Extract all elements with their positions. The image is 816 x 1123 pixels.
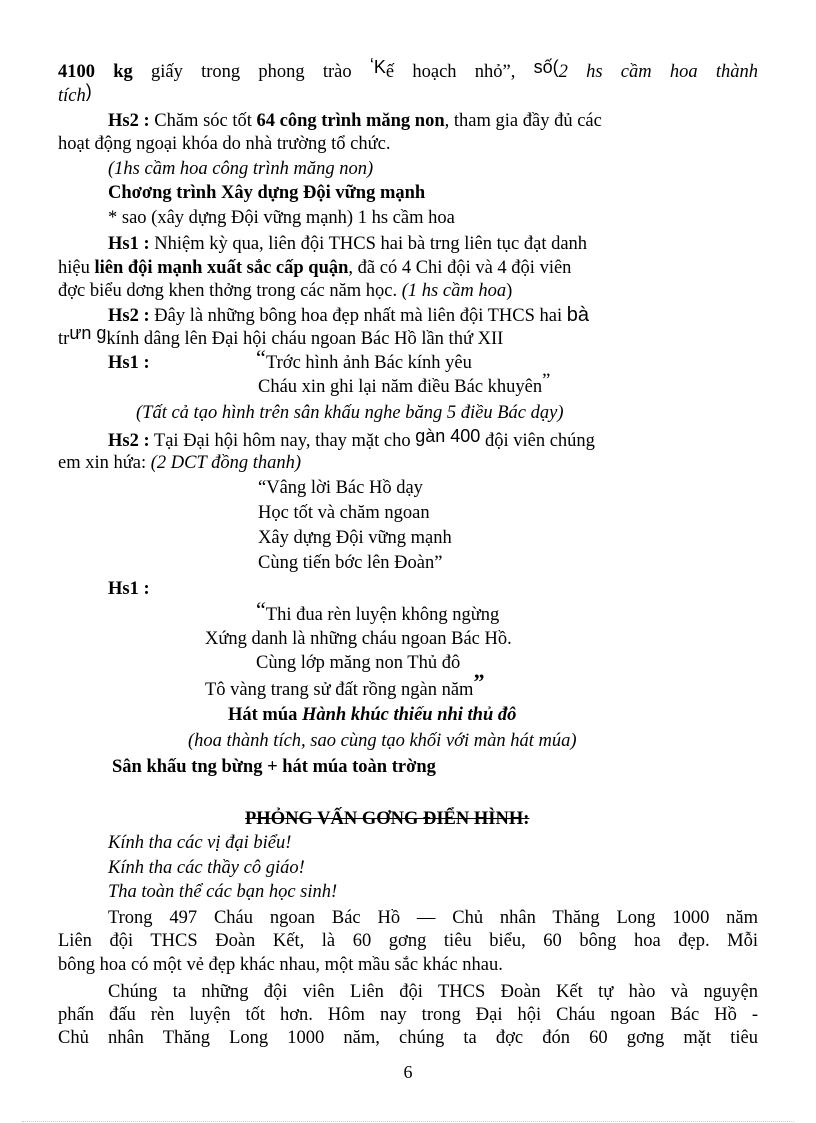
poem-line-1: “Thi đua rèn luyện không ngừng [256,597,500,625]
line-1: 4100 kg giấy trong phong trào ‘Kế hoạch nhỏ”, số(2 hs cầm hoa thành [58,55,758,82]
line-2: tích) [58,81,92,106]
line-4: hoạt động ngoại khóa do nhà trường tổ chức. [58,134,391,154]
line-3: Hs2 : Chăm sóc tốt 64 công trình măng non, tham gia đầy đủ các [108,111,602,131]
para-2-line-3: Chủ nhân Thăng Long 1000 năm, chúng ta đợc đón 60 gơng mặt tiêu [58,1028,758,1048]
pledge-line-3: Xây dựng Đội vững mạnh [258,528,452,548]
pledge-line-1: “Vâng lời Bác Hồ dạy [258,478,423,498]
page-number: 6 [403,1062,413,1082]
line-28: (hoa thành tích, sao cùng tạo khối với màn hát múa) [188,731,577,751]
line-29: Sân khấu tng bừng + hát múa toàn trờng [112,757,436,777]
line-7: * sao (xây dựng Đội vững mạnh) 1 hs cầm hoa [108,208,455,228]
line-16: Hs2 : Tại Đại hội hôm nay, thay mặt cho gàn 400 đội viên chúng [108,426,595,451]
greeting-2: Kính tha các thầy cô giáo! [108,858,305,878]
line-15: (Tất cả tạo hình trên sân khấu nghe băng 5 điều Bác dạy) [136,403,564,423]
poem-line-2: Xứng danh là những cháu ngoan Bác Hồ. [205,629,512,649]
line-12: trưn gkính dâng lên Đại hội cháu ngoan Bác Hồ lần thứ XII [58,323,504,349]
para-2-line-2: phấn đấu rèn luyện tốt hơn. Hôm nay trong Đại hội Cháu ngoan Bác Hồ - [58,1005,758,1025]
section-heading-program: Chơơng trình Xây dựng Đội vững mạnh [108,183,426,203]
line-22: Hs1 : [108,579,150,599]
poem-line-4: Tô vàng trang sử đất rồng ngàn năm” [205,669,485,700]
line-8: Hs1 : Nhiệm kỳ qua, liên đội THCS hai bà trng liên tục đạt danh [108,234,588,254]
poem-line-3: Cùng lớp măng non Thủ đô [256,653,461,673]
para-1-line-2: Liên đội THCS Đoàn Kết, là 60 gơng tiêu biểu, 60 bông hoa đẹp. Mỗi [58,931,758,951]
line-17: em xin hứa: (2 DCT đồng thanh) [58,453,301,473]
section-heading-interview: PHỎNG VẤN GƠNG ĐIỂN HÌNH: [245,809,530,829]
line-9: hiệu liên đội mạnh xuất sắc cấp quận, đã có 4 Chi đội và 4 đội viên [58,258,572,278]
page-border-dots [22,1121,794,1122]
document-page: 4100 kg giấy trong phong trào ‘Kế hoạch nhỏ”, số(2 hs cầm hoa thành tích) Hs2 : Chăm sóc tốt 64 công trình măng non, tham gia đầy đủ các hoạt động ngoại khóa do nhà trường tổ chức. (1hs cầm hoa công trình măng non) Chơơng trình Xây dựng Đội vững mạnh * sao (xây dựng Đội vững mạnh) 1 hs cầm hoa Hs1 : Nhiệm kỳ qua, liên đội THCS hai bà trng liên tục đạt danh hiệu liên đội mạnh xuất sắc cấp quận, đã có 4 Chi đội và 4 đội viên đợc biểu dơng khen thởng trong các năm học. (1 hs cầm hoa) Hs2 : Đây là những bông hoa đẹp nhất mà liên đội THCS hai bà trưn gkính dâng lên Đại hội cháu ngoan Bác Hồ lần thứ XII Hs1 : “ Trớc hình ảnh Bác kính yêu Cháu xin ghi lại năm điều Bác khuyên” (Tất cả tạo hình trên sân khấu nghe băng 5 điều Bác dạy) Hs2 : Tại Đại hội hôm nay, thay mặt cho gàn 400 đội viên chúng em xin hứa: (2 DCT đồng thanh) “Vâng lời Bác Hồ dạy Học tốt và chăm ngoan Xây dựng Đội vững mạnh Cùng tiến bớc lên Đoàn” Hs1 : “Thi đua rèn luyện không ngừng Xứng danh là những cháu ngoan Bác Hồ. Cùng lớp măng non Thủ đô Tô vàng trang sử đất rồng ngàn năm” Hát múa Hành khúc thiếu nhi thủ đô (hoa thành tích, sao cùng tạo khối với màn hát múa) Sân khấu tng bừng + hát múa toàn trờng PHỎNG VẤN GƠNG ĐIỂN HÌNH: Kính tha các vị đại biểu! Kính tha các thầy cô giáo! Tha toàn thể các bạn học sinh! Trong 497 Cháu ngoan Bác Hồ — Chủ nhân Thăng Long 1000 năm Liên đội THCS Đoàn Kết, là 60 gơng tiêu biểu, 60 bông hoa đẹp. Mỗi bông hoa có một vẻ đẹp khác nhau, một mầu sắc khác nhau. Chúng ta những đội viên Liên đội THCS Đoàn Kết tự hào và nguyện phấn đấu rèn luyện tốt hơn. Hôm nay trong Đại hội Cháu ngoan Bác Hồ - Chủ nhân Thăng Long 1000 năm, chúng ta đợc đón 60 gơng mặt tiêu 6 [0,0,816,1123]
song-title: Hát múa Hành khúc thiếu nhi thủ đô [228,705,517,725]
para-1-line-3: bông hoa có một vẻ đẹp khác nhau, một mầu sắc khác nhau. [58,955,503,975]
line-10: đợc biểu dơng khen thởng trong các năm học. (1 hs cầm hoa) [58,281,513,301]
line-11: Hs2 : Đây là những bông hoa đẹp nhất mà liên đội THCS hai bà [108,304,590,326]
greeting-1: Kính tha các vị đại biểu! [108,833,292,853]
greeting-3: Tha toàn thể các bạn học sinh! [108,882,338,902]
pledge-line-2: Học tốt và chăm ngoan [258,503,430,523]
line-13: Hs1 : “ Trớc hình ảnh Bác kính yêu [108,345,472,373]
line-5: (1hs cầm hoa công trình măng non) [108,159,374,179]
para-2-line-1: Chúng ta những đội viên Liên đội THCS Đoàn Kết tự hào và nguyện [108,982,758,1002]
para-1-line-1: Trong 497 Cháu ngoan Bác Hồ — Chủ nhân Thăng Long 1000 năm [108,908,758,928]
pledge-line-4: Cùng tiến bớc lên Đoàn” [258,553,443,573]
